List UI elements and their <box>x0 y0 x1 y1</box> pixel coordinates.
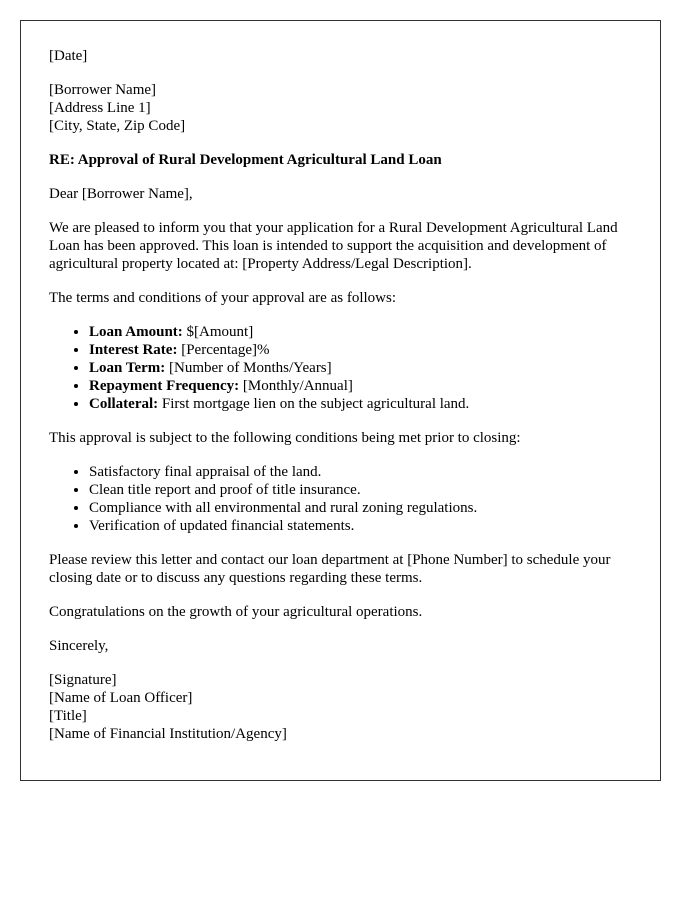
terms-list <box>49 323 632 413</box>
letter-document <box>20 20 661 781</box>
salutation: Dear [Borrower Name], <box>49 186 193 202</box>
recipient-address-line-1: [Address Line 1] <box>49 100 151 116</box>
term-value: [Number of Months/Years] <box>165 360 332 376</box>
condition-item: • Compliance with all environmental and rural zoning regulations. <box>89 499 632 517</box>
intro-paragraph: We are pleased to inform you that your application for a Rural Development Agricultural Land Loan has been approved. This loan is intended to support the acquisition and development of agricultural property located at: [Property Address/Legal Description]. <box>49 220 618 272</box>
terms-list-item <box>89 395 632 413</box>
conditions-intro: This approval is subject to the following conditions being met prior to closing: <box>49 430 521 446</box>
terms-list-item <box>89 377 632 395</box>
term-value: $[Amount] <box>182 324 254 340</box>
signature: [Signature] <box>49 672 117 688</box>
officer-title: [Title] <box>49 708 87 724</box>
terms-list-item <box>89 323 632 341</box>
term-label: Loan Term: <box>89 360 166 376</box>
term-label: Repayment Frequency: <box>89 378 240 394</box>
condition-item: • Satisfactory final appraisal of the land. <box>89 463 632 481</box>
terms-list-item <box>89 359 632 377</box>
recipient-name: [Borrower Name] <box>49 82 157 98</box>
term-value: First mortgage lien on the subject agricultural land. <box>158 396 470 412</box>
terms-list-item <box>89 341 632 359</box>
term-label: Interest Rate: <box>89 342 178 358</box>
term-value: [Monthly/Annual] <box>239 378 353 394</box>
term-value: [Percentage]% <box>177 342 270 358</box>
letter-subject: RE: Approval of Rural Development Agricultural Land Loan <box>49 152 442 168</box>
closing: Sincerely, <box>49 638 109 654</box>
institution-name: [Name of Financial Institution/Agency] <box>49 726 287 742</box>
loan-officer-name: [Name of Loan Officer] <box>49 690 193 706</box>
congratulations-paragraph: Congratulations on the growth of your agricultural operations. <box>49 604 423 620</box>
recipient-address-block <box>49 81 632 135</box>
contact-paragraph: Please review this letter and contact our loan department at [Phone Number] to schedule your closing date or to discuss any questions regarding these terms. <box>49 552 611 586</box>
recipient-city-state-zip: [City, State, Zip Code] <box>49 118 186 134</box>
conditions-list <box>49 463 632 535</box>
signature-block <box>49 671 632 743</box>
terms-intro: The terms and conditions of your approval are as follows: <box>49 290 396 306</box>
condition-item: • Clean title report and proof of title insurance. <box>89 481 632 499</box>
condition-item: • Verification of updated financial statements. <box>89 517 632 535</box>
term-label: Collateral: <box>89 396 159 412</box>
term-label: Loan Amount: <box>89 324 183 340</box>
letter-date: [Date] <box>49 48 88 64</box>
